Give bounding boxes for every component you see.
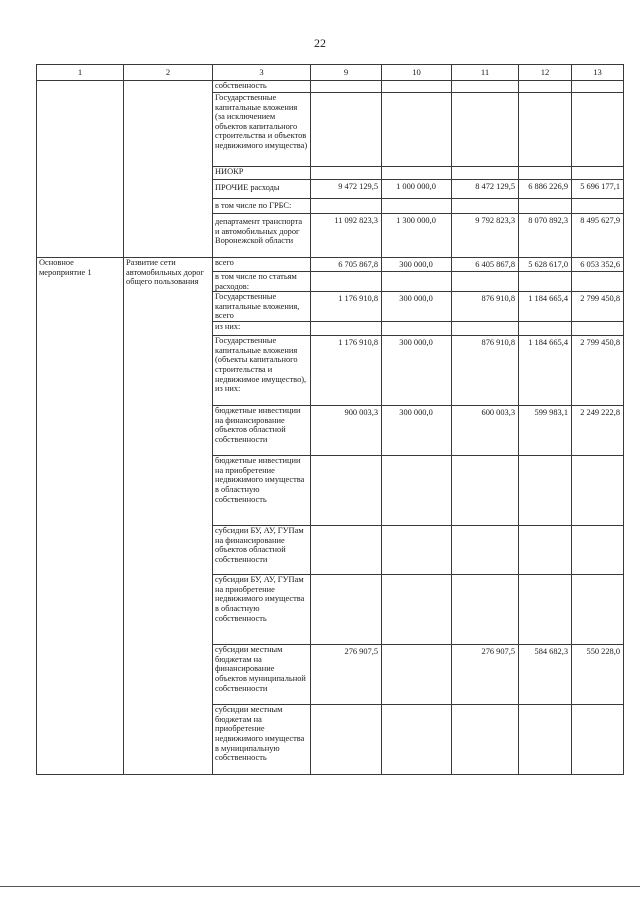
value-col-9 — [311, 322, 382, 336]
value-col-12 — [519, 456, 572, 526]
value-col-10: 1 000 000,0 — [382, 180, 452, 199]
value-col-13 — [572, 705, 624, 775]
value-col-9: 11 092 823,3 — [311, 214, 382, 258]
value-col-12 — [519, 526, 572, 575]
header-col-12: 12 — [519, 65, 572, 81]
value-col-13: 2 799 450,8 — [572, 292, 624, 322]
value-col-13 — [572, 322, 624, 336]
value-col-13 — [572, 575, 624, 645]
value-col-11: 876 910,8 — [452, 336, 519, 406]
value-col-11: 6 405 867,8 — [452, 258, 519, 272]
value-col-9: 6 705 867,8 — [311, 258, 382, 272]
empty-cell — [124, 81, 213, 258]
value-col-9 — [311, 167, 382, 180]
measure-label: Основное мероприятие 1 — [37, 258, 124, 775]
header-col-13: 13 — [572, 65, 624, 81]
page-bottom-rule — [0, 886, 640, 887]
value-col-10 — [382, 645, 452, 705]
value-col-10 — [382, 705, 452, 775]
value-col-12 — [519, 705, 572, 775]
value-col-10: 300 000,0 — [382, 406, 452, 456]
value-col-12 — [519, 575, 572, 645]
value-col-11: 600 003,3 — [452, 406, 519, 456]
row-description: Государственные капитальные вложения (объекты капитального строительства и недвижимое имущество), из них: — [213, 336, 311, 406]
value-col-11: 876 910,8 — [452, 292, 519, 322]
value-col-13 — [572, 199, 624, 214]
row-description: бюджетные инвестиции на приобретение недвижимого имущества в областную собственность — [213, 456, 311, 526]
row-description: в том числе по ГРБС: — [213, 199, 311, 214]
value-col-13 — [572, 81, 624, 93]
value-col-13 — [572, 93, 624, 167]
value-col-12 — [519, 167, 572, 180]
value-col-12 — [519, 93, 572, 167]
row-description: субсидии местным бюджетам на приобретение недвижимого имущества в муниципальную собственность — [213, 705, 311, 775]
measure-description: Развитие сети автомобильных дорог общего пользования — [124, 258, 213, 775]
value-col-11 — [452, 93, 519, 167]
value-col-13 — [572, 456, 624, 526]
value-col-10 — [382, 272, 452, 292]
value-col-12 — [519, 81, 572, 93]
value-col-13: 2 799 450,8 — [572, 336, 624, 406]
value-col-10 — [382, 322, 452, 336]
value-col-13: 550 228,0 — [572, 645, 624, 705]
value-col-13: 2 249 222,8 — [572, 406, 624, 456]
value-col-10: 300 000,0 — [382, 336, 452, 406]
value-col-10: 300 000,0 — [382, 258, 452, 272]
header-col-9: 9 — [311, 65, 382, 81]
header-col-1: 1 — [37, 65, 124, 81]
value-col-13 — [572, 272, 624, 292]
row-description: собственность — [213, 81, 311, 93]
header-col-3: 3 — [213, 65, 311, 81]
row-description: субсидии местным бюджетам на финансирование объектов муниципальной собственности — [213, 645, 311, 705]
value-col-10 — [382, 167, 452, 180]
value-col-13 — [572, 526, 624, 575]
value-col-9: 1 176 910,8 — [311, 292, 382, 322]
value-col-13: 8 495 627,9 — [572, 214, 624, 258]
value-col-10 — [382, 456, 452, 526]
value-col-12: 8 070 892,3 — [519, 214, 572, 258]
row-description: в том числе по статьям расходов: — [213, 272, 311, 292]
value-col-12: 1 184 665,4 — [519, 336, 572, 406]
value-col-13: 5 696 177,1 — [572, 180, 624, 199]
value-col-13: 6 053 352,6 — [572, 258, 624, 272]
value-col-12 — [519, 322, 572, 336]
table-row — [37, 258, 624, 272]
row-description: НИОКР — [213, 167, 311, 180]
value-col-9: 276 907,5 — [311, 645, 382, 705]
value-col-10: 1 300 000,0 — [382, 214, 452, 258]
value-col-11 — [452, 705, 519, 775]
value-col-9 — [311, 93, 382, 167]
value-col-12: 599 983,1 — [519, 406, 572, 456]
value-col-9 — [311, 526, 382, 575]
value-col-12: 6 886 226,9 — [519, 180, 572, 199]
value-col-11 — [452, 322, 519, 336]
row-description: Государственные капитальные вложения, всего — [213, 292, 311, 322]
header-col-11: 11 — [452, 65, 519, 81]
value-col-11 — [452, 456, 519, 526]
value-col-10 — [382, 526, 452, 575]
table-row — [37, 81, 624, 93]
value-col-11 — [452, 81, 519, 93]
value-col-12 — [519, 272, 572, 292]
value-col-12 — [519, 199, 572, 214]
value-col-10 — [382, 81, 452, 93]
value-col-9 — [311, 575, 382, 645]
value-col-10 — [382, 575, 452, 645]
value-col-9 — [311, 81, 382, 93]
value-col-11 — [452, 272, 519, 292]
value-col-11: 8 472 129,5 — [452, 180, 519, 199]
row-description: всего — [213, 258, 311, 272]
value-col-10 — [382, 199, 452, 214]
header-col-10: 10 — [382, 65, 452, 81]
value-col-11 — [452, 199, 519, 214]
value-col-12: 584 682,3 — [519, 645, 572, 705]
value-col-11 — [452, 526, 519, 575]
row-description: субсидии БУ, АУ, ГУПам на приобретение недвижимого имущества в областную собственность — [213, 575, 311, 645]
row-description: Государственные капитальные вложения (за исключением объектов капитального строительства и объектов недвижимого имущества) — [213, 93, 311, 167]
value-col-9 — [311, 705, 382, 775]
row-description: ПРОЧИЕ расходы — [213, 180, 311, 199]
value-col-12: 1 184 665,4 — [519, 292, 572, 322]
value-col-9: 900 003,3 — [311, 406, 382, 456]
empty-cell — [37, 81, 124, 258]
page-number: 22 — [314, 36, 326, 50]
value-col-11: 9 792 823,3 — [452, 214, 519, 258]
budget-table — [36, 64, 624, 775]
row-description: бюджетные инвестиции на финансирование объектов областной собственности — [213, 406, 311, 456]
row-description: департамент транспорта и автомобильных дорог Воронежской области — [213, 214, 311, 258]
value-col-12: 5 628 617,0 — [519, 258, 572, 272]
value-col-9 — [311, 456, 382, 526]
value-col-11 — [452, 575, 519, 645]
value-col-10 — [382, 93, 452, 167]
value-col-11: 276 907,5 — [452, 645, 519, 705]
value-col-10: 300 000,0 — [382, 292, 452, 322]
value-col-9 — [311, 272, 382, 292]
value-col-13 — [572, 167, 624, 180]
value-col-9 — [311, 199, 382, 214]
header-col-2: 2 — [124, 65, 213, 81]
header-row — [37, 65, 624, 81]
row-description: субсидии БУ, АУ, ГУПам на финансирование объектов областной собственности — [213, 526, 311, 575]
value-col-11 — [452, 167, 519, 180]
row-description: из них: — [213, 322, 311, 336]
value-col-9: 1 176 910,8 — [311, 336, 382, 406]
value-col-9: 9 472 129,5 — [311, 180, 382, 199]
